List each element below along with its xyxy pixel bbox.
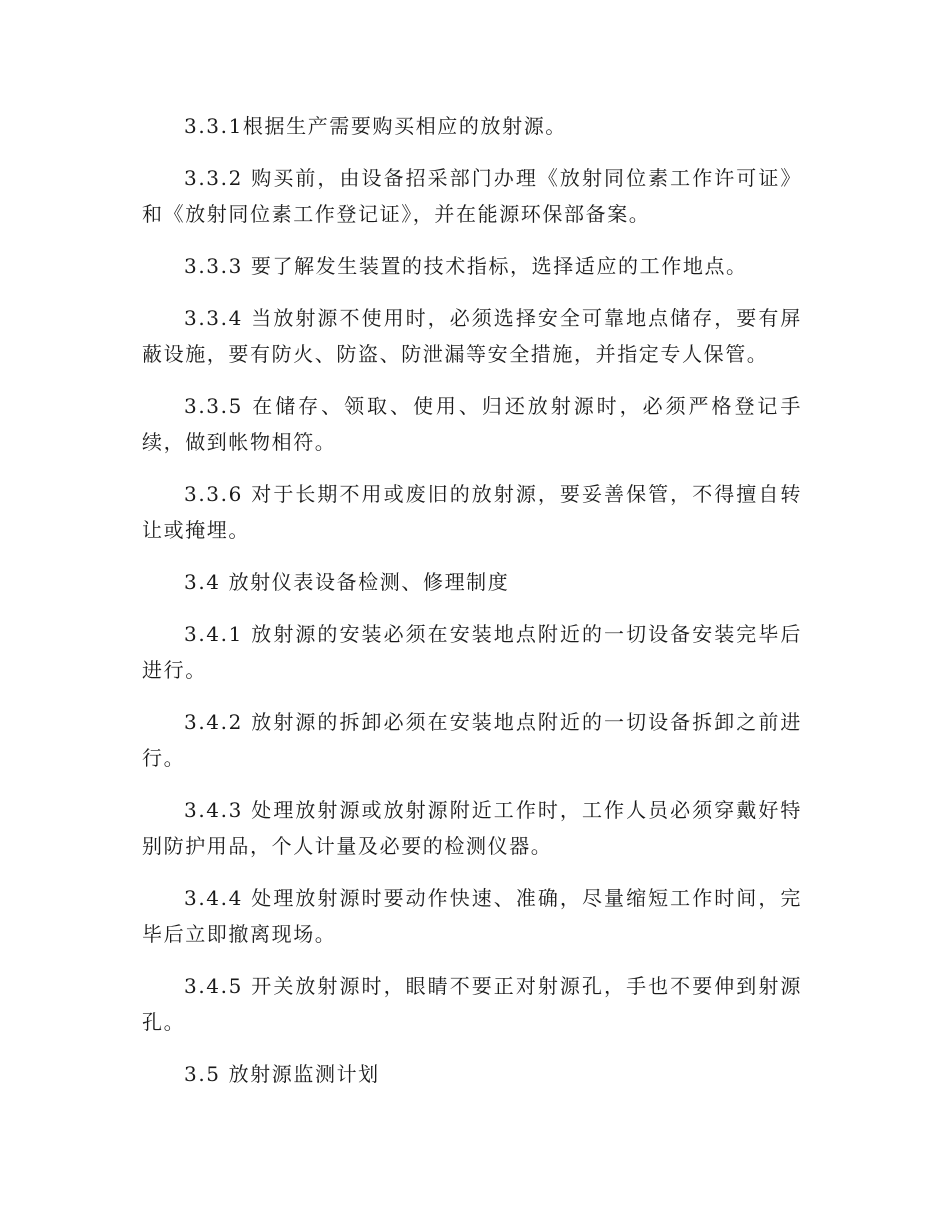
document-body [142, 108, 802, 1108]
paragraph-3-3-6: 3.3.6 对于长期不用或废旧的放射源，要妥善保管，不得擅自转让或掩埋。 [142, 482, 802, 542]
paragraph-3-3-5: 3.3.5 在储存、领取、使用、归还放射源时，必须严格登记手续，做到帐物相符。 [142, 394, 802, 454]
paragraph-3-3-1: 3.3.1根据生产需要购买相应的放射源。 [184, 114, 567, 138]
paragraph-3-3-2: 3.3.2 购买前，由设备招采部门办理《放射同位素工作许可证》和《放射同位素工作登记证》，并在能源环保部备案。 [142, 166, 802, 226]
paragraph-3-4-2: 3.4.2 放射源的拆卸必须在安装地点附近的一切设备拆卸之前进行。 [142, 710, 802, 770]
paragraph-3-4-3: 3.4.3 处理放射源或放射源附近工作时，工作人员必须穿戴好特别防护用品，个人计量及必要的检测仪器。 [142, 798, 802, 858]
section-heading-3-5: 3.5 放射源监测计划 [184, 1062, 380, 1086]
section-heading-3-4: 3.4 放射仪表设备检测、修理制度 [184, 570, 510, 594]
paragraph-3-4-4: 3.4.4 处理放射源时要动作快速、准确，尽量缩短工作时间，完毕后立即撤离现场。 [142, 886, 802, 946]
paragraph-3-3-3: 3.3.3 要了解发生装置的技术指标，选择适应的工作地点。 [184, 254, 748, 278]
paragraph-3-3-4: 3.3.4 当放射源不使用时，必须选择安全可靠地点储存，要有屏蔽设施，要有防火、防盗、防泄漏等安全措施，并指定专人保管。 [142, 306, 802, 366]
paragraph-3-4-1: 3.4.1 放射源的安装必须在安装地点附近的一切设备安装完毕后进行。 [142, 622, 802, 682]
paragraph-3-4-5: 3.4.5 开关放射源时，眼睛不要正对射源孔，手也不要伸到射源孔。 [142, 974, 802, 1034]
